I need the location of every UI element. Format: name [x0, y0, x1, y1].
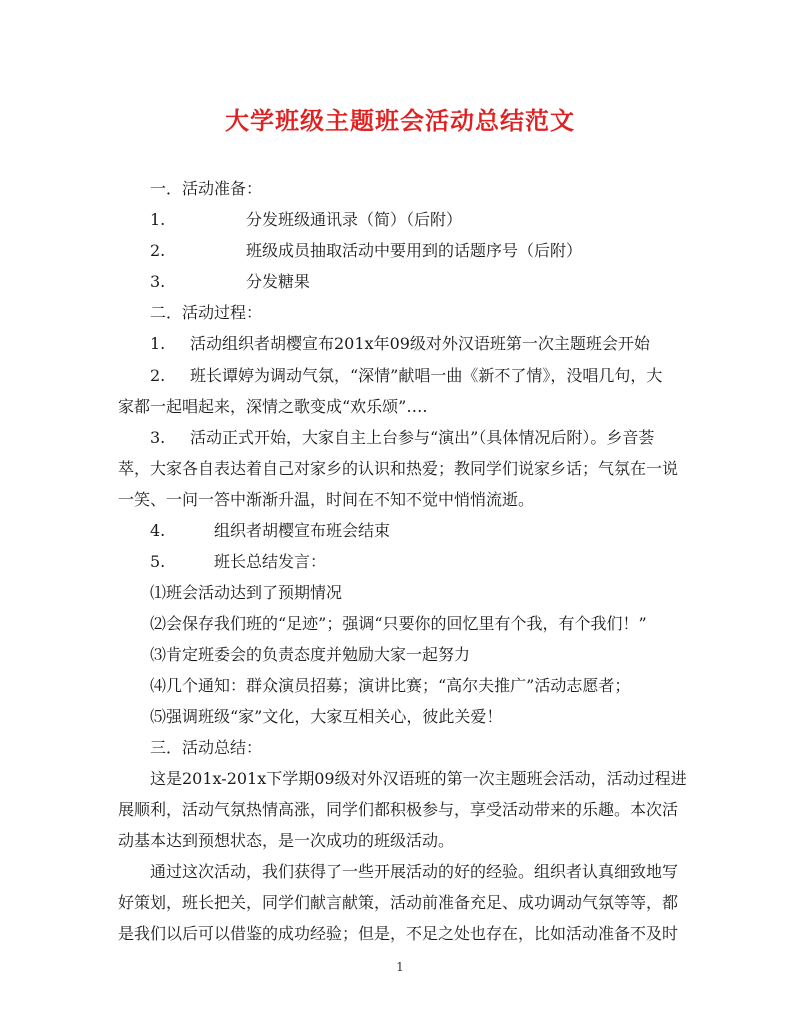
- process-item-text-line: 一笑、一问一答中渐渐升温，时间在不知不觉中悄悄流逝。: [118, 490, 535, 509]
- prep-item-number: 3.: [150, 272, 166, 291]
- conclusion-heading: 三．活动总结：: [150, 738, 263, 757]
- summary-point: ⑴班会活动达到了预期情况: [150, 583, 343, 602]
- process-item-number: 3.: [150, 428, 166, 447]
- document-title: 大学班级主题班会活动总结范文: [225, 106, 575, 135]
- process-item-text-line: 班长谭婷为调动气氛，“深情”献唱一曲《新不了情》，没唱几句，大: [190, 366, 663, 385]
- prep-item-text: 班级成员抽取活动中要用到的话题序号（后附）: [246, 241, 583, 260]
- process-item-number: 5.: [150, 552, 166, 571]
- conclusion-paragraph-line: 动基本达到预想状态，是一次成功的班级活动。: [118, 831, 455, 850]
- prep-item-number: 2.: [150, 241, 166, 260]
- prep-item-text: 分发糖果: [246, 272, 311, 291]
- process-item-text: 班长总结发言：: [214, 552, 327, 571]
- process-item-text-line: 活动正式开始，大家自主上台参与“演出”（具体情况后附）。乡音荟: [190, 428, 655, 447]
- summary-point: ⑸强调班级“家”文化，大家互相关心，彼此关爱！: [150, 707, 503, 726]
- process-item-text-line: 家都一起唱起来，深情之歌变成“欢乐颂”….: [118, 397, 428, 416]
- process-item-text-line: 萃，大家各自表达着自己对家乡的认识和热爱；教同学们说家乡话；气氛在一说: [118, 459, 679, 478]
- conclusion-paragraph-line: 好策划，班长把关，同学们献言献策，活动前准备充足、成功调动气氛等等，都: [118, 893, 679, 912]
- prep-item-text: 分发班级通讯录（简）（后附）: [246, 210, 463, 229]
- summary-point: ⑷几个通知：群众演员招募；演讲比赛；“高尔夫推广”活动志愿者；: [150, 676, 631, 695]
- conclusion-paragraph-line: 是我们以后可以借鉴的成功经验；但是，不足之处也存在，比如活动准备不及时: [118, 924, 679, 943]
- page-number: 1: [396, 960, 404, 974]
- process-heading: 二．活动过程：: [150, 303, 263, 322]
- summary-point: ⑵会保存我们班的“足迹”；强调“只要你的回忆里有个我，有个我们！”: [150, 614, 647, 633]
- conclusion-paragraph-line: 通过这次活动，我们获得了一些开展活动的好的经验。组织者认真细致地写: [150, 862, 679, 881]
- process-item-text: 活动组织者胡樱宣布201x年09级对外汉语班第一次主题班会开始: [190, 334, 650, 353]
- process-item-text: 组织者胡樱宣布班会结束: [214, 521, 391, 540]
- process-item-number: 2.: [150, 366, 166, 385]
- process-item-number: 4.: [150, 521, 166, 540]
- summary-point: ⑶肯定班委会的负责态度并勉励大家一起努力: [150, 645, 471, 664]
- process-item-number: 1.: [150, 334, 166, 353]
- prep-item-number: 1.: [150, 210, 166, 229]
- prep-heading: 一．活动准备：: [150, 179, 263, 198]
- conclusion-paragraph-line: 展顺利，活动气氛热情高涨，同学们都积极参与，享受活动带来的乐趣。本次活: [118, 800, 679, 819]
- conclusion-paragraph-line: 这是201x-201x下学期09级对外汉语班的第一次主题班会活动，活动过程进: [150, 769, 687, 788]
